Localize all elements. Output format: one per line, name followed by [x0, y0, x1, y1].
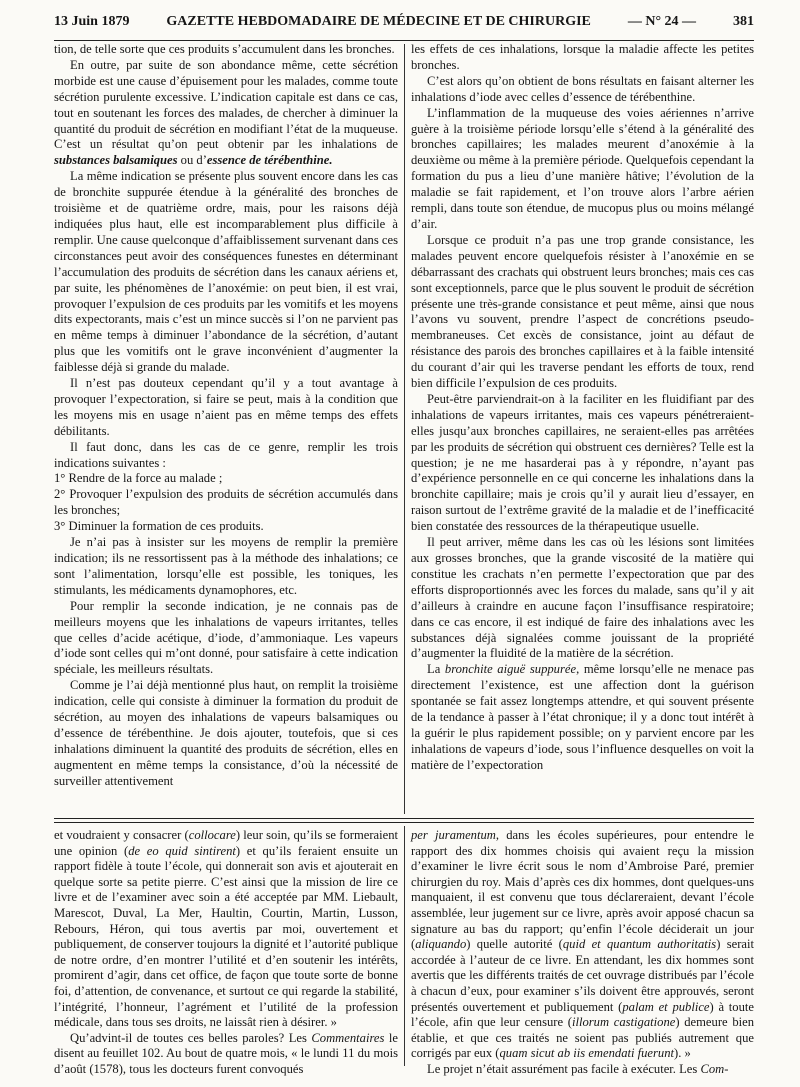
- paragraph: Pour remplir la seconde indication, je ne connais pas de meilleurs moyens que les inhalations de vapeurs irritantes, telles que celles d’acide acétique, d’iode, d’ammoniaque. Les vapeurs d’iode sont celles qui m’ont donné, pour satisfaire à cette indication spéciale, les meilleurs résultats.: [54, 598, 398, 677]
- paragraph: En outre, par suite de son abondance même, cette sécrétion morbide est une cause d’épuisement pour les malades, comme toute sécrétion purulente excessive. L’indication capitale est dans ce cas, tout en soutenant les forces des malades, de chercher à diminuer la quantité du produit de sécrétion en modifiant l’état de la muqueuse. C’est un résultat qu’on peut obtenir par les inhalations de substances balsamiques ou d’essence de térébenthine.: [54, 57, 398, 168]
- paragraph: C’est alors qu’on obtient de bons résultats en faisant alterner les inhalations d’iode avec celles d’essence de térébenthine.: [411, 73, 754, 104]
- section-rule: [54, 822, 754, 823]
- feuilleton-left-column: [54, 828, 398, 1078]
- paragraph: tion, de telle sorte que ces produits s’accumulent dans les bronches.: [54, 42, 395, 56]
- paragraph: La même indication se présente plus souvent encore dans les cas de bronchite suppurée étendue à la généralité des bronches de troisième et de quatrième ordre, mais, pour les raisons déjà indiquées plus haut, elle est incomparablement plus difficile à remplir. Une cause quelconque d’affaiblissement survenant dans ces circonstances peut avoir des conséquences funestes en déterminant l’accumulation des produits de sécrétion dans les canaux aériens et, par suite, les phénomènes de l’anoxémie: on peut bien, il est vrai, provoquer l’expulsion de ces produits par les vomitifs et les moyens dits expectorants, mais c’est un mince succès si l’on ne parvient pas en même temps à diminuer l’abondance de la sécrétion, d’autant plus que les vomitifs ont le grave inconvénient d’augmenter la faiblesse déjà si grande du malade.: [54, 169, 398, 375]
- list-item: 1° Rendre de la force au malade ;: [54, 471, 223, 486]
- paragraph: Il faut donc, dans les cas de ce genre, remplir les trois indications suivantes :: [54, 439, 398, 470]
- column-divider: [404, 826, 405, 1066]
- paragraph: les effets de ces inhalations, lorsque la maladie affecte les petites bronches.: [411, 42, 754, 72]
- paragraph: La bronchite aiguë suppurée, même lorsqu’elle ne menace pas directement l’existence, est une affection dont la guérison spontanée se fait assez longtemps attendre, et qui souvent présente de la tendance à passer à l’état chronique; il y a donc tout intérêt à la guérir le plus rapidement possible; on y parvient encore par les inhalations de vapeurs d’iode, sous l’influence desquelles on voit la matière de l’expectoration: [411, 662, 754, 772]
- header-title: GAZETTE HEBDOMADAIRE DE MÉDECINE ET DE CHIRURGIE: [166, 14, 591, 29]
- header-page-number: 381: [732, 14, 754, 29]
- header-issue: — N° 24 —: [627, 14, 697, 29]
- top-right-column: [411, 42, 754, 774]
- paragraph: Comme je l’ai déjà mentionné plus haut, on remplit la troisième indication, celle qui consiste à diminuer la formation du produit de sécrétion, au moyen des inhalations de vapeurs balsamiques ou d’essence de térébenthine. Je dois ajouter, toutefois, que si ces inhalations diminuent la quantité des produits de sécrétion, elles en augmentent en même temps la consistance, d’où la nécessité de surveiller attentivement: [54, 678, 398, 788]
- paragraph: per juramentum, dans les écoles supérieures, pour entendre le rapport des dix hommes choisis qui avaient reçu la mission d’examiner le livre écrit sous le nom d’Ambroise Paré, premier chirurgien du roy. Mais d’après ces dix hommes, dont quelques-uns manquaient, il est convenu que tous déclareraient, devant l’école assemblée, leur jugement sur ce livre, après avoir apposé chacun sa signature au bas du rapport; qu’enfin l’école déciderait un jour (aliquando) quelle autorité (quid et quantum authoritatis) serait accordée à l’auteur de ce livre. En attendant, les dix hommes sont avertis que les différents traités de cet ouvrage distribués par l’école à chacun d’eux, pour examiner s’ils doivent être approuvés, seront présentés ouvertement et publiquement (palam et publice) à toute l’école, afin que leur censure (illorum castigatione) demeure bien établie, et que ces traités ne soient pas publiés autrement que corrigés par eux (quam sicut ab iis emendati fuerunt). »: [411, 828, 754, 1061]
- paragraph: Il n’est pas douteux cependant qu’il y a tout avantage à provoquer l’expectoration, si faire se peut, mais à la condition que les moyens mis en usage n’aient pas en même temps des effets débilitants.: [54, 376, 398, 438]
- list-item: 3° Diminuer la formation de ces produits.: [54, 519, 264, 534]
- paragraph: Le projet n’était assurément pas facile à exécuter. Les Com-: [427, 1061, 729, 1076]
- paragraph: Peut-être parviendrait-on à la faciliter en les fluidifiant par des inhalations de vapeurs irritantes, mais ces vapeurs pénétreraient-elles jusqu’aux bronches capillaires, ne seraient-elles pas arrêtées par les produits de sécrétion qui obstruent ces dernières? Telle est la question; je ne me hasarderai pas à y répondre, n’ayant pas d’expérience personnelle en ce qui concerne les inhalations dans la bronchite capillaire; mais je crois qu’il y aurait lieu d’essayer, en raison surtout de l’extrême gravité de la maladie et de l’inefficacité bien constatée des ressources de la thérapeutique usuelle.: [411, 391, 754, 534]
- paragraph: Je n’ai pas à insister sur les moyens de remplir la première indication; ils ne ressortissent pas à la méthode des inhalations; ce sont l’alimentation, lorsqu’elle est possible, les toniques, les stimulants, les médicaments dynamophores, etc.: [54, 535, 398, 597]
- paragraph: Qu’advint-il de toutes ces belles paroles? Les Commentaires le disent au feuillet 102. Au bout de quatre mois, « le lundi 11 du mois d’août (1578), tous les docteurs furent convoqués: [54, 1030, 398, 1076]
- paragraph: Il peut arriver, même dans les cas où les lésions sont limitées aux grosses bronches, que la grande viscosité de la matière qui constitue les crachats n’en permette l’expectoration que par des efforts disproportionnés avec les forces du malade, sans qu’il y ait d’ailleurs à craindre en aucune façon l’insuffisance respiratoire; dans ce cas encore, il est indiqué de faire des inhalations avec les substances déjà signalées comme jouissant de la propriété d’augmenter la fluidité de la matière de la sécrétion.: [411, 535, 754, 661]
- column-divider: [404, 44, 405, 814]
- page-header: [54, 14, 754, 36]
- list-item: 2° Provoquer l’expulsion des produits de sécrétion accumulés dans les bronches;: [54, 487, 398, 518]
- paragraph: Lorsque ce produit n’a pas une trop grande consistance, les malades peuvent encore quelquefois résister à l’anoxémie en se débarrassant des crachats qui obstruent leurs bronches; mais ces cas sont exceptionnels, parce que le plus souvent le produit de sécrétion présente une très-grande consistance et peut même, ainsi que nous l’avons vu souvent, prendre l’aspect de concrétions pseudo-membraneuses. Cet excès de consistance, joint au défaut de résistance des parois des bronches capillaires et à la faible intensité du courant d’air qui les traverse pendant les efforts de toux, rend bien difficile l’expulsion de ces produits.: [411, 232, 754, 391]
- top-left-column: [54, 42, 398, 790]
- paragraph: et voudraient y consacrer (collocare) leur soin, qu’ils se formeraient une opinion (de eo quid sintirent) et qu’ils feraient ensuite un rapport fidèle à toute l’école, qui donnerait son avis et ajouterait en quelque sorte sa petite pierre. C’est ainsi que la mission de lire ce livre et de l’examiner avec soin a été acceptée par MM. Liebault, Marescot, Duval, La Mer, Haultin, Courtin, Martin, Lusson, Rebours, Héron, qui tous avertis par moi, ouvertement et publiquement, de conserver toujours la dignité et l’autorité publique de notre ordre, d’en montrer l’utilité et d’en soutenir les intérêts, promirent d’agir, dans cet office, de façon que toute sorte de bonne foi, d’attention, de convenance, et surtout ce qui regarde la stabilité, l’intégrité, l’honneur, l’agrément et l’utilité de la profession médicale, dans tous ses droits, ne laissât rien à désirer. »: [54, 828, 398, 1030]
- feuilleton-right-column: [411, 828, 754, 1078]
- paragraph: L’inflammation de la muqueuse des voies aériennes n’arrive guère à la troisième période lorsqu’elle s’étend à la généralité des bronches capillaires; les malades meurent d’anoxémie à la deuxième ou même à la première période. Quelquefois cependant la formation du pus a lieu d’une manière hâtive; l’évolution de la maladie se fait rapidement, et l’on trouve alors l’arbre aérien rempli, dans toute son étendue, de mucopus plus ou moins mélangé d’air.: [411, 105, 754, 231]
- section-rule: [54, 818, 754, 819]
- header-rule: [54, 40, 754, 41]
- header-date: 13 Juin 1879: [54, 14, 130, 29]
